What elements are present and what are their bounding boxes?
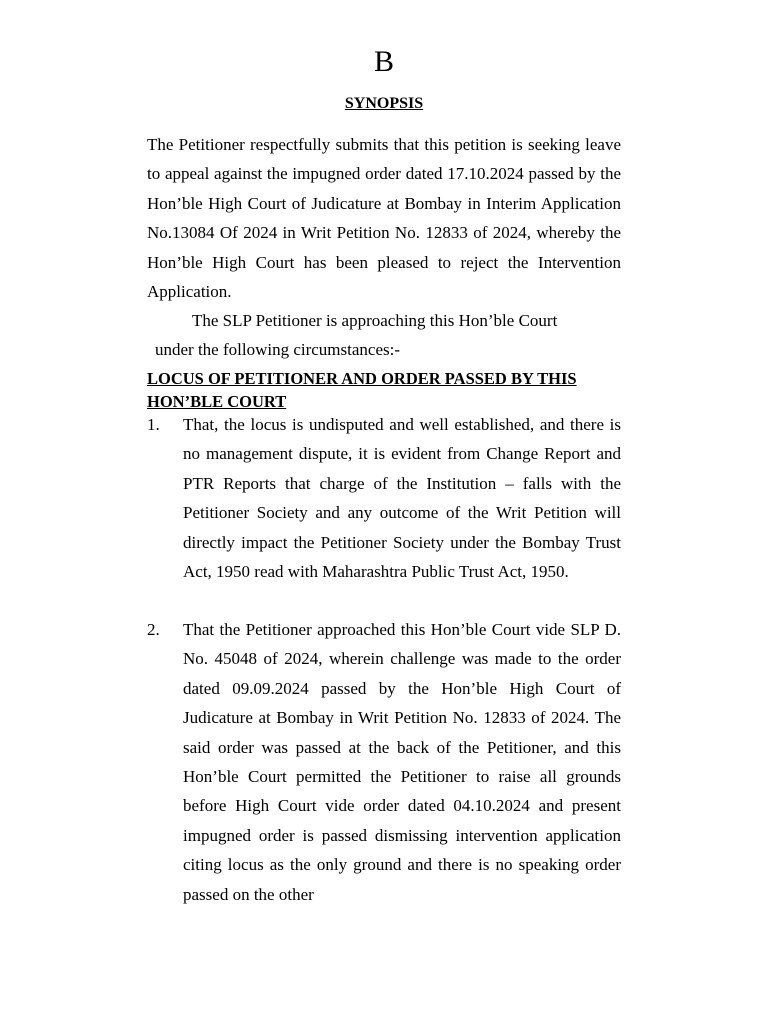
list-item-number: 1. — [147, 415, 160, 434]
list-item — [147, 615, 621, 909]
second-paragraph-first-line: The SLP Petitioner is approaching this Hon’ble Court — [192, 311, 558, 330]
list-item-number: 2. — [147, 620, 160, 639]
section-heading: LOCUS OF PETITIONER AND ORDER PASSED BY THIS HON’BLE COURT — [147, 369, 577, 411]
list-item — [147, 410, 621, 586]
page-letter: B — [373, 45, 394, 78]
second-paragraph-second-line: under the following circumstances:- — [155, 340, 401, 359]
list-item-text: That, the locus is undisputed and well established, and there is no management dispute, it is evident from Change Report and PTR Reports that charge of the Institution – falls with the Petitioner Society and any outcome of the Writ Petition will directly impact the Petitioner Society under the Bombay Trust Act, 1950 read with Maharashtra Public Trust Act, 1950. — [183, 415, 621, 582]
list-item-text: That the Petitioner approached this Hon’ble Court vide SLP D. No. 45048 of 2024, wherein challenge was made to the order dated 09.09.2024 passed by the Hon’ble High Court of Judicature at Bombay in Writ Petition No. 12833 of 2024. The said order was passed at the back of the Petitioner, and this Hon’ble Court permitted the Petitioner to raise all grounds before High Court vide order dated 04.10.2024 and present impugned order is passed dismissing intervention application citing locus as the only ground and there is no speaking order passed on the other — [183, 620, 621, 904]
document-title: SYNOPSIS — [344, 95, 424, 112]
intro-paragraph: The Petitioner respectfully submits that this petition is seeking leave to appeal against the impugned order dated 17.10.2024 passed by the Hon’ble High Court of Judicature at Bombay in Interim Application No.13084 Of 2024 in Writ Petition No. 12833 of 2024, whereby the Hon’ble High Court has been pleased to reject the Intervention Application. — [147, 135, 621, 302]
